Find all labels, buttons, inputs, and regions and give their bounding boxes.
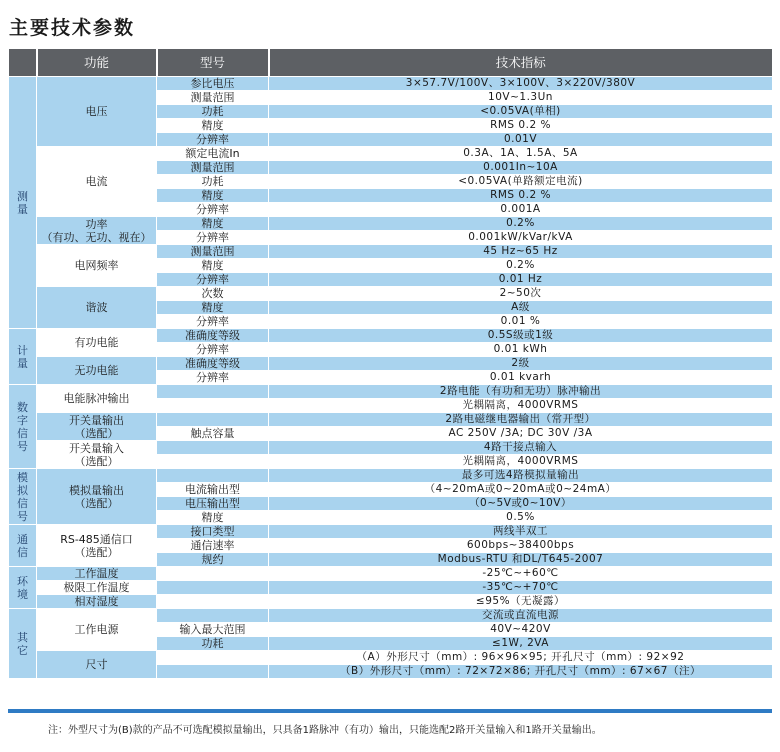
header-function: 功能 [37, 49, 157, 77]
spec-cell: 0.01 Hz [269, 273, 773, 287]
model-cell: 分辨率 [157, 203, 269, 217]
model-cell [157, 609, 269, 623]
model-cell: 电流输出型 [157, 483, 269, 497]
bottom-divider [8, 709, 772, 713]
table-row [9, 357, 773, 371]
spec-cell: 最多可选4路模拟量输出 [269, 469, 773, 483]
spec-cell: 0.01V [269, 133, 773, 147]
spec-cell: <0.05VA(单路额定电流) [269, 175, 773, 189]
category-cell: 计 量 [9, 329, 37, 385]
model-cell: 输入最大范围 [157, 623, 269, 637]
header-category [9, 49, 37, 77]
function-cell: 功率 （有功、无功、视在） [37, 217, 157, 245]
function-cell: 尺寸 [37, 651, 157, 679]
function-cell: 电能脉冲输出 [37, 385, 157, 413]
model-cell: 测量范围 [157, 245, 269, 259]
header-model: 型号 [157, 49, 269, 77]
model-cell: 分辨率 [157, 371, 269, 385]
model-cell: 接口类型 [157, 525, 269, 539]
model-cell [157, 441, 269, 455]
function-cell: 开关量输出 （选配） [37, 413, 157, 441]
footnote: 注：外型尺寸为(B)款的产品不可选配模拟量输出，只具备1路脉冲（有功）输出，只能选配2路开关量输入和1路开关量输出。 [48, 725, 602, 736]
model-cell [157, 399, 269, 413]
function-cell: 工作温度 [37, 567, 157, 581]
model-cell: 精度 [157, 511, 269, 525]
spec-cell: 交流或直流电源 [269, 609, 773, 623]
header-spec: 技术指标 [269, 49, 773, 77]
spec-cell: 0.5% [269, 511, 773, 525]
spec-cell: 600bps~38400bps [269, 539, 773, 553]
model-cell [157, 595, 269, 609]
spec-cell: 10V~1.3Un [269, 91, 773, 105]
model-cell [157, 385, 269, 399]
function-cell: 电流 [37, 147, 157, 217]
model-cell [157, 469, 269, 483]
model-cell: 次数 [157, 287, 269, 301]
model-cell: 功耗 [157, 637, 269, 651]
table-row [9, 329, 773, 343]
model-cell: 精度 [157, 301, 269, 315]
model-cell: 电压输出型 [157, 497, 269, 511]
model-cell [157, 665, 269, 679]
model-cell: 通信速率 [157, 539, 269, 553]
model-cell: 触点容量 [157, 427, 269, 441]
spec-cell: -25℃~+60℃ [269, 567, 773, 581]
function-cell: 工作电源 [37, 609, 157, 651]
model-cell: 分辨率 [157, 315, 269, 329]
spec-cell: 0.2% [269, 259, 773, 273]
model-cell: 精度 [157, 217, 269, 231]
spec-cell: A级 [269, 301, 773, 315]
model-cell [157, 455, 269, 469]
model-cell [157, 651, 269, 665]
spec-cell: ≤1W, 2VA [269, 637, 773, 651]
spec-cell: RMS 0.2 % [269, 119, 773, 133]
table-row [9, 77, 773, 91]
spec-table-body [9, 77, 773, 679]
table-header-row [9, 49, 773, 77]
category-cell: 模 拟 信 号 [9, 469, 37, 525]
spec-cell: 光耦隔离，4000VRMS [269, 399, 773, 413]
spec-cell: 45 Hz~65 Hz [269, 245, 773, 259]
table-row [9, 217, 773, 231]
function-cell: 开关量输入 （选配） [37, 441, 157, 469]
table-row [9, 567, 773, 581]
model-cell: 分辨率 [157, 343, 269, 357]
model-cell: 分辨率 [157, 133, 269, 147]
table-row [9, 651, 773, 665]
category-cell: 其 它 [9, 609, 37, 679]
model-cell [157, 567, 269, 581]
model-cell [157, 413, 269, 427]
model-cell: 分辨率 [157, 231, 269, 245]
model-cell: 准确度等级 [157, 329, 269, 343]
table-row [9, 525, 773, 539]
spec-cell: 0.3A、1A、1.5A、5A [269, 147, 773, 161]
spec-cell: （B）外形尺寸（mm）: 72×72×86; 开孔尺寸（mm）: 67×67（注） [269, 665, 773, 679]
spec-cell: AC 250V /3A; DC 30V /3A [269, 427, 773, 441]
spec-cell: RMS 0.2 % [269, 189, 773, 203]
spec-cell: <0.05VA(单相) [269, 105, 773, 119]
spec-cell: 0.01 kvarh [269, 371, 773, 385]
function-cell: 无功电能 [37, 357, 157, 385]
table-row [9, 147, 773, 161]
table-row [9, 441, 773, 455]
spec-table [8, 48, 773, 679]
model-cell: 精度 [157, 259, 269, 273]
function-cell: 谐波 [37, 287, 157, 329]
spec-cell: 40V~420V [269, 623, 773, 637]
spec-cell: 0.2% [269, 217, 773, 231]
model-cell: 规约 [157, 553, 269, 567]
spec-cell: 2级 [269, 357, 773, 371]
spec-cell: （4~20mA或0~20mA或0~24mA） [269, 483, 773, 497]
category-cell: 通 信 [9, 525, 37, 567]
spec-cell: ≤95%（无凝露） [269, 595, 773, 609]
model-cell: 精度 [157, 189, 269, 203]
function-cell: 极限工作温度 [37, 581, 157, 595]
category-cell: 数 字 信 号 [9, 385, 37, 469]
spec-cell: 0.001A [269, 203, 773, 217]
spec-cell: 0.01 % [269, 315, 773, 329]
category-cell: 环 境 [9, 567, 37, 609]
model-cell: 精度 [157, 119, 269, 133]
function-cell: 电网频率 [37, 245, 157, 287]
spec-cell: （0~5V或0~10V） [269, 497, 773, 511]
table-row [9, 245, 773, 259]
spec-cell: 3×57.7V/100V、3×100V、3×220V/380V [269, 77, 773, 91]
spec-cell: 两线半双工 [269, 525, 773, 539]
spec-cell: 4路干接点输入 [269, 441, 773, 455]
spec-cell: （A）外形尺寸（mm）: 96×96×95; 开孔尺寸（mm）: 92×92 [269, 651, 773, 665]
table-row [9, 609, 773, 623]
spec-cell: 0.01 kWh [269, 343, 773, 357]
spec-cell: 2~50次 [269, 287, 773, 301]
table-row [9, 581, 773, 595]
spec-cell: 光耦隔离，4000VRMS [269, 455, 773, 469]
function-cell: 模拟量输出 （选配） [37, 469, 157, 525]
table-row [9, 413, 773, 427]
page-title: 主要技术参数 [9, 17, 136, 39]
model-cell: 额定电流In [157, 147, 269, 161]
model-cell: 测量范围 [157, 91, 269, 105]
spec-cell: 0.001kW/kVar/kVA [269, 231, 773, 245]
table-row [9, 595, 773, 609]
category-cell: 测 量 [9, 77, 37, 329]
model-cell [157, 581, 269, 595]
spec-cell: 0.5S级或1级 [269, 329, 773, 343]
spec-cell: 2路电磁继电器输出（常开型） [269, 413, 773, 427]
model-cell: 参比电压 [157, 77, 269, 91]
table-row [9, 469, 773, 483]
function-cell: 电压 [37, 77, 157, 147]
spec-cell: 2路电能（有功和无功）脉冲输出 [269, 385, 773, 399]
model-cell: 功耗 [157, 175, 269, 189]
model-cell: 功耗 [157, 105, 269, 119]
spec-cell: Modbus-RTU 和DL/T645-2007 [269, 553, 773, 567]
table-row [9, 385, 773, 399]
table-row [9, 287, 773, 301]
model-cell: 准确度等级 [157, 357, 269, 371]
spec-cell: 0.001In~10A [269, 161, 773, 175]
function-cell: 相对湿度 [37, 595, 157, 609]
model-cell: 测量范围 [157, 161, 269, 175]
function-cell: RS-485通信口 （选配） [37, 525, 157, 567]
function-cell: 有功电能 [37, 329, 157, 357]
model-cell: 分辨率 [157, 273, 269, 287]
spec-cell: -35℃~+70℃ [269, 581, 773, 595]
